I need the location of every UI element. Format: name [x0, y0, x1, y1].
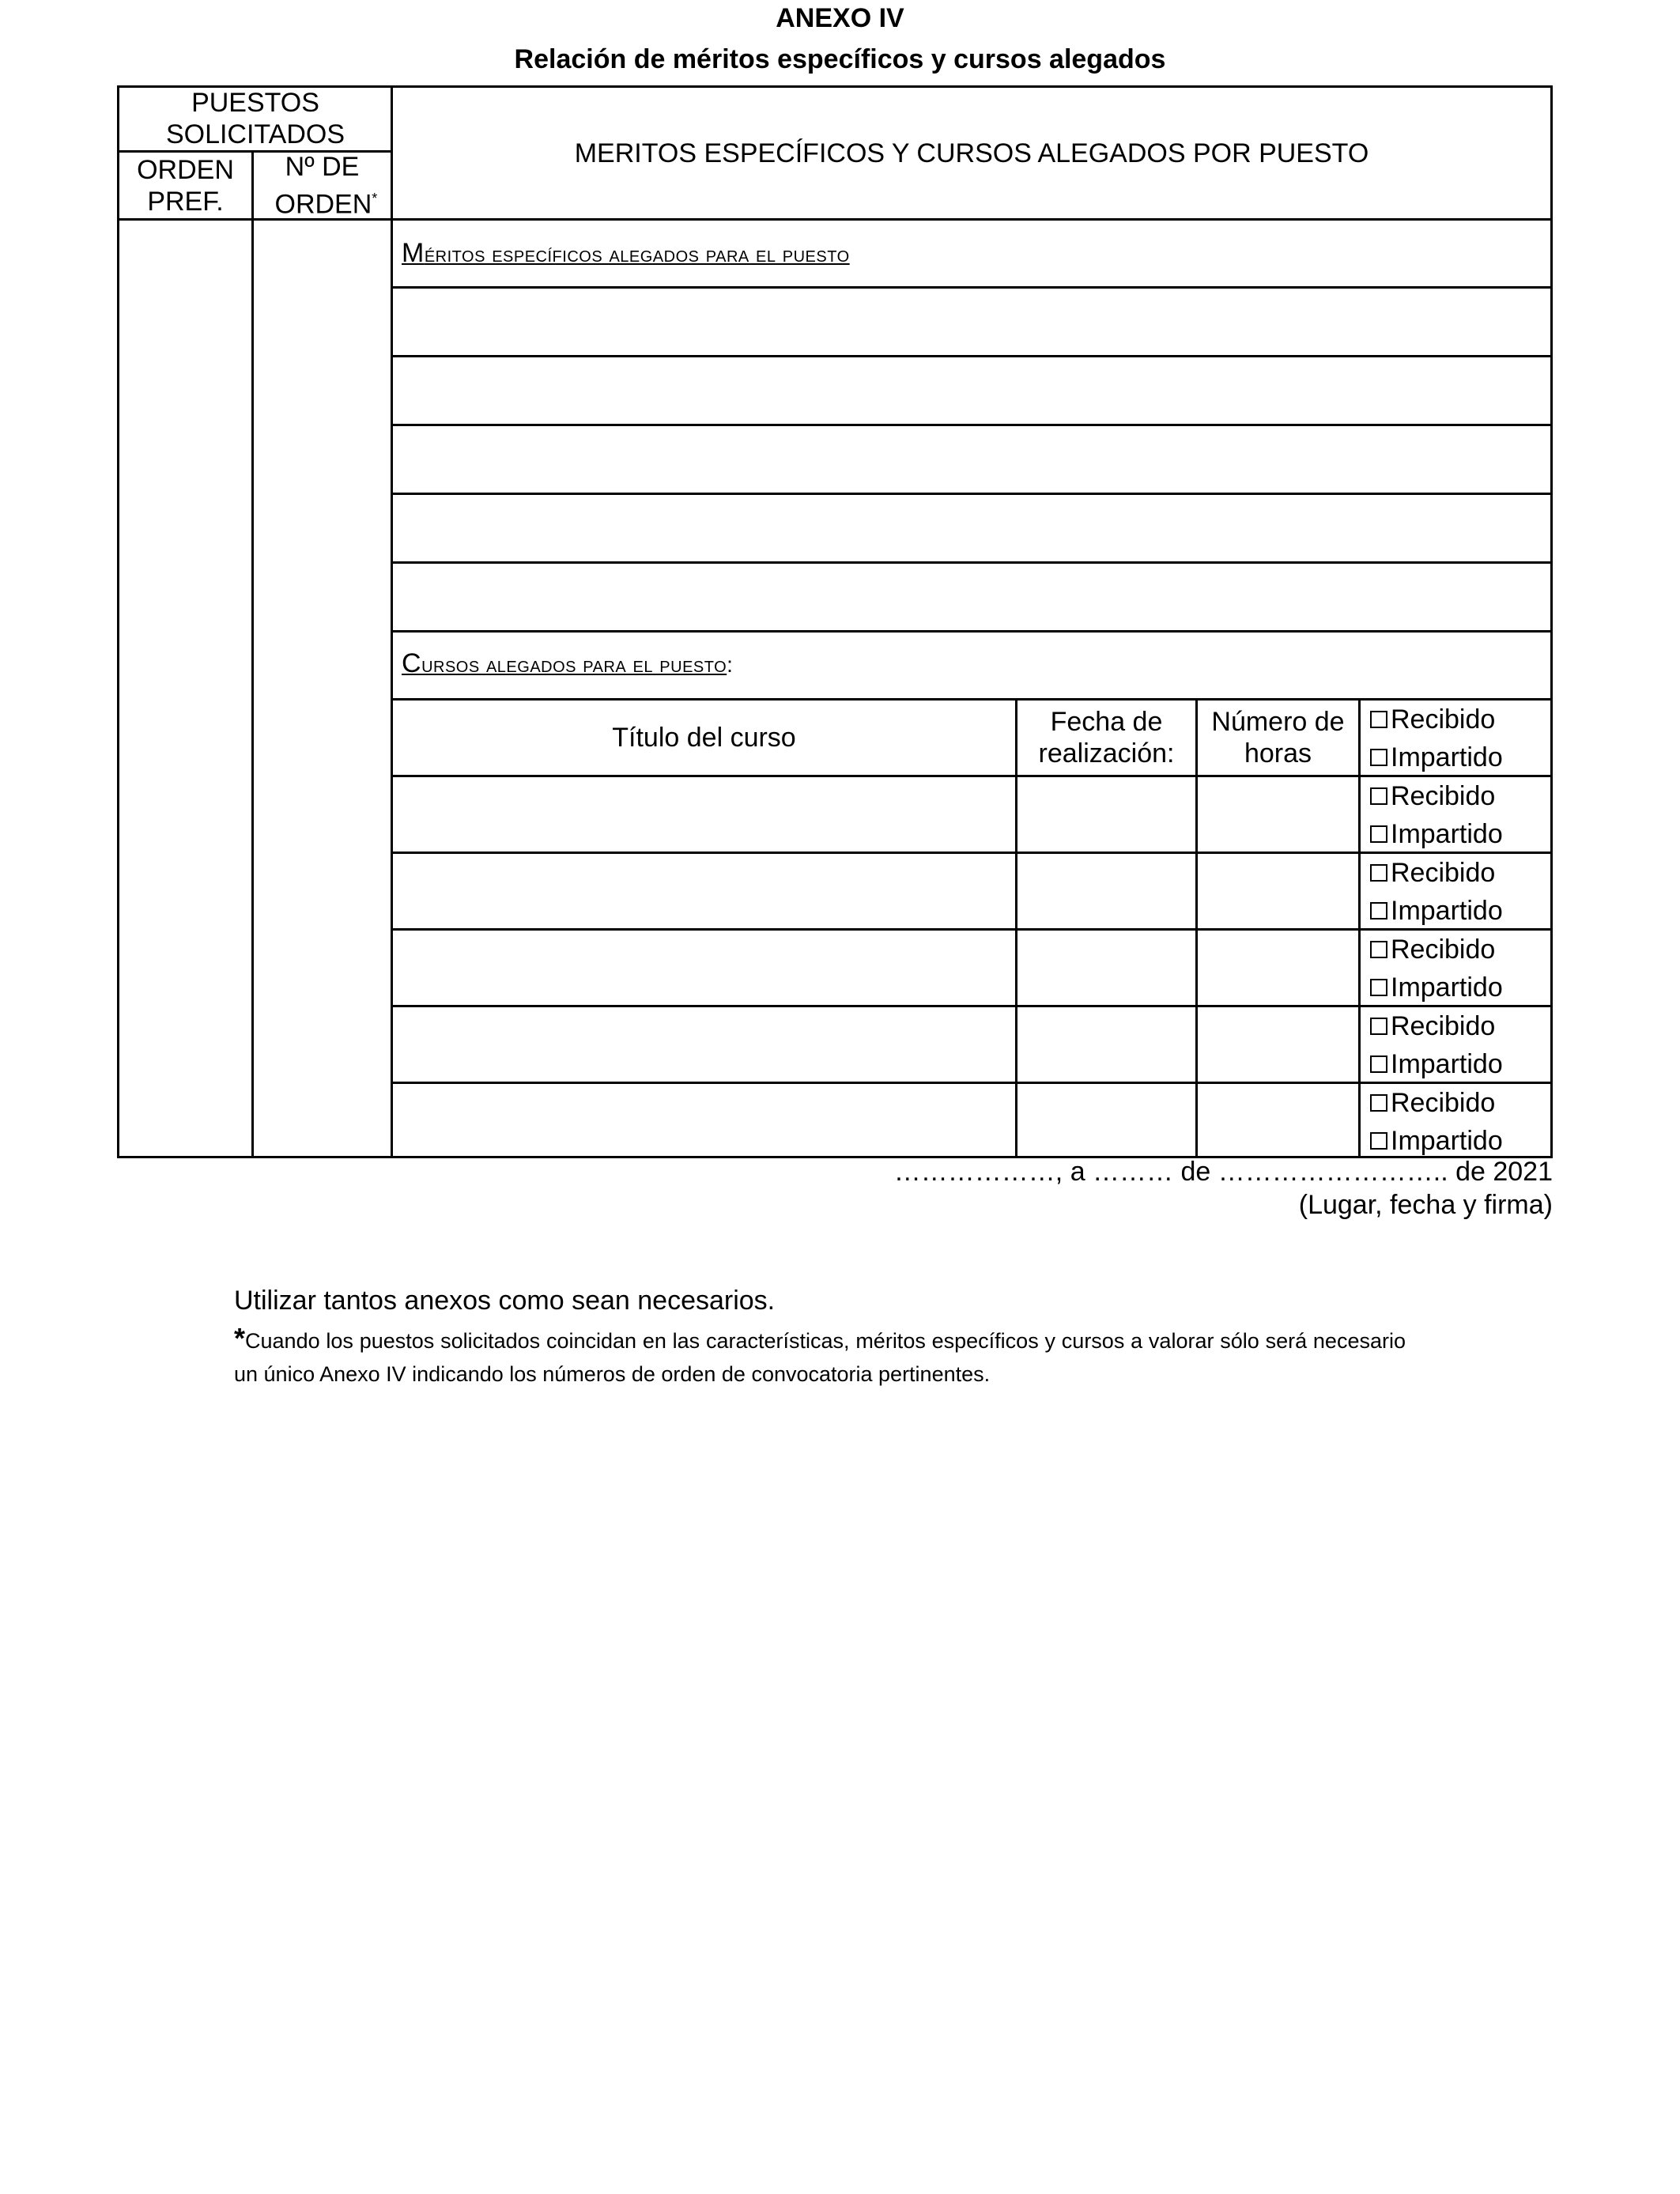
recibido-checkbox[interactable] [1370, 1018, 1387, 1035]
orden-pref-input[interactable] [119, 221, 251, 1156]
merit-input-row[interactable] [393, 357, 1550, 424]
course-type-options [1370, 1084, 1503, 1160]
course-hours-header-label: Número de horas [1211, 707, 1345, 768]
impartido-checkbox[interactable] [1370, 825, 1387, 843]
n-orden-footnote-mark: * [372, 191, 378, 207]
merit-row-line [391, 630, 1553, 633]
orden-pref-header: ORDEN PREF. [137, 155, 234, 217]
course-type-options [1370, 931, 1503, 1006]
cursos-section-label [402, 648, 733, 679]
impartido-label: Impartido [1391, 819, 1503, 849]
course-type-options [1370, 1007, 1503, 1083]
n-orden-header [254, 153, 391, 218]
impartido-label: Impartido [1391, 1049, 1503, 1079]
n-orden-header-label: Nº DE ORDEN [274, 152, 372, 220]
meritos-section-label [402, 238, 850, 269]
n-orden-input[interactable] [254, 221, 391, 1156]
impartido-label: Impartido [1391, 896, 1503, 926]
recibido-checkbox[interactable] [1370, 864, 1387, 882]
impartido-label: Impartido [1391, 742, 1503, 772]
merit-input-row[interactable] [393, 426, 1550, 493]
merit-input-row[interactable] [393, 495, 1550, 561]
recibido-checkbox[interactable] [1370, 711, 1387, 728]
signature-date-line: ………………, a ……… de …………………….. de 2021 [893, 1157, 1553, 1187]
impartido-checkbox[interactable] [1370, 979, 1387, 996]
merits-table [117, 85, 1553, 1158]
recibido-label: Recibido [1391, 935, 1496, 965]
usage-note: Utilizar tantos anexos como sean necesarios. [234, 1286, 776, 1316]
impartido-label: Impartido [1391, 1126, 1503, 1156]
recibido-checkbox[interactable] [1370, 787, 1387, 805]
course-title-header: Título del curso [612, 723, 796, 753]
cursos-section-text: ursos alegados para el puesto [421, 652, 727, 677]
footnote-mark: * [234, 1322, 246, 1354]
recibido-label: Recibido [1391, 858, 1496, 888]
course-date-header-label: Fecha de realización: [1038, 707, 1175, 768]
meritos-section-text: éritos específicos alegados para el puesto [424, 242, 850, 266]
document-subtitle: Relación de méritos específicos y cursos alegados [514, 44, 1166, 74]
merit-input-row[interactable] [393, 289, 1550, 355]
impartido-checkbox[interactable] [1370, 1132, 1387, 1150]
cursos-section-colon: : [727, 652, 734, 677]
course-type-options [1370, 854, 1503, 930]
document-title: ANEXO IV [776, 3, 904, 33]
recibido-checkbox[interactable] [1370, 941, 1387, 958]
recibido-label: Recibido [1391, 704, 1496, 734]
course-type-options [1370, 700, 1503, 776]
recibido-label: Recibido [1391, 781, 1496, 811]
signature-caption: (Lugar, fecha y firma) [1298, 1190, 1553, 1220]
impartido-checkbox[interactable] [1370, 749, 1387, 766]
impartido-checkbox[interactable] [1370, 902, 1387, 920]
course-type-options [1370, 777, 1503, 853]
recibido-checkbox[interactable] [1370, 1094, 1387, 1112]
table-border-right [1550, 85, 1553, 1158]
course-date-header [1017, 700, 1195, 775]
meritos-header: MERITOS ESPECÍFICOS Y CURSOS ALEGADOS POR PUESTO [574, 138, 1369, 168]
meritos-section-cap: M [402, 238, 425, 268]
impartido-checkbox[interactable] [1370, 1055, 1387, 1073]
cursos-section-cap: C [402, 648, 422, 678]
footnote-text: Cuando los puestos solicitados coincidan en las características, méritos específicos y cursos a valorar sólo será necesario un único Anexo IV indicando los números de orden de convocatoria pertinentes. [234, 1329, 1406, 1386]
recibido-label: Recibido [1391, 1088, 1496, 1118]
course-hours-header [1198, 700, 1358, 775]
merit-input-row[interactable] [393, 564, 1550, 630]
impartido-label: Impartido [1391, 972, 1503, 1003]
puestos-solicitados-header: PUESTOS SOLICITADOS [165, 88, 345, 149]
footnote [234, 1322, 1406, 1391]
recibido-label: Recibido [1391, 1011, 1496, 1041]
